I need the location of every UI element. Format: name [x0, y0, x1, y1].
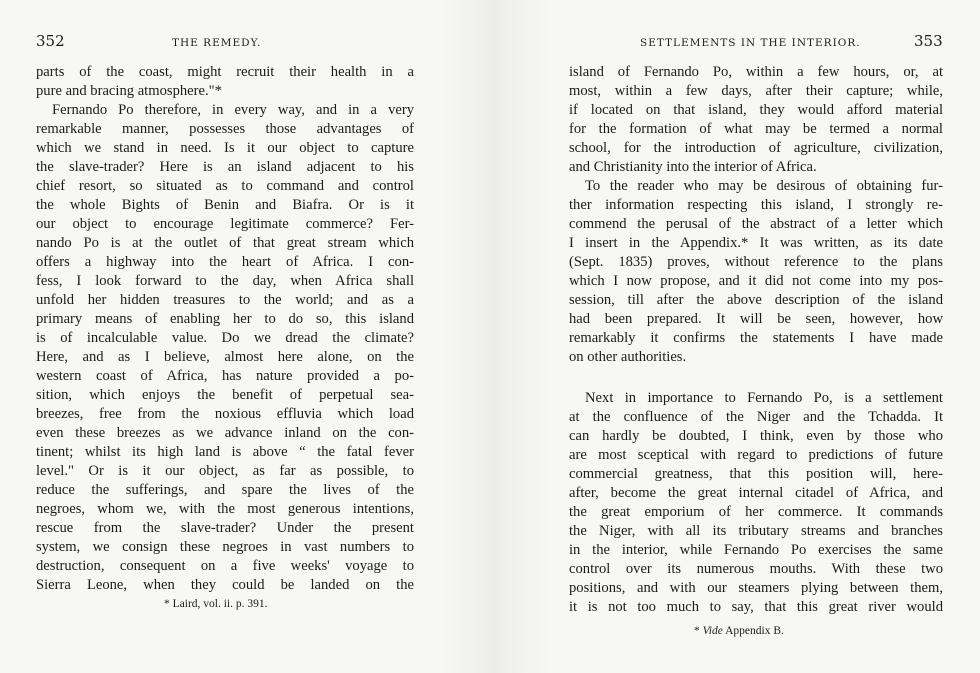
- text-line: control over its numerous mouths. With these two: [569, 561, 943, 577]
- text-line: even these breezes as we advance inland on the con-: [36, 425, 414, 441]
- text-line: most, within a few days, after their capture; while,: [569, 83, 943, 99]
- text-line: session, till after the above description of the island: [569, 292, 943, 308]
- text-line: Next in importance to Fernando Po, is a settlement: [585, 390, 943, 406]
- text-line: at the confluence of the Niger and the Tchadda. It: [569, 409, 943, 425]
- left-running-head: [36, 32, 65, 50]
- text-line: parts of the coast, might recruit their health in a: [36, 64, 414, 80]
- text-line: unfold her hidden treasures to the world; and as a: [36, 292, 414, 308]
- text-line: in the interior, while Fernando Po exercises the same: [569, 542, 943, 558]
- text-line: ther information respecting this island, I strongly re-: [569, 197, 943, 213]
- text-line: I insert in the Appendix.* It was written, as its date: [569, 235, 943, 251]
- text-line: nando Po is at the outlet of that great stream which: [36, 235, 414, 251]
- text-line: fess, I look forward to the day, when Africa shall: [36, 273, 414, 289]
- text-line: is of incalculable value. Do we dread the climate?: [36, 330, 414, 346]
- text-line: Here, and as I believe, almost here alone, on the: [36, 349, 414, 365]
- left-page-number: 352: [36, 32, 65, 50]
- text-line: western coast of Africa, has nature provided a po-: [36, 368, 414, 384]
- text-line: remarkably it confirms the statements I have made: [569, 330, 943, 346]
- text-line: primary means of enabling her to do so, this island: [36, 311, 414, 327]
- text-line: commercial greatness, that this position will, here-: [569, 466, 943, 482]
- text-line: after, become the great internal citadel of Africa, and: [569, 485, 943, 501]
- paragraph-gap: [569, 367, 943, 386]
- text-line: rescue from the slave-trader? Under the present: [36, 520, 414, 536]
- text-line: for the formation of what may be termed a normal: [569, 121, 943, 137]
- left-page-body: [36, 63, 414, 595]
- text-line: the slave-trader? Here is an island adjacent to his: [36, 159, 414, 175]
- text-line: reduce the sufferings, and spare the lives of the: [36, 482, 414, 498]
- text-line: island of Fernando Po, within a few hours, or, at: [569, 64, 943, 80]
- text-line: pure and bracing atmosphere."*: [36, 83, 222, 99]
- left-running-title-wrap: [172, 35, 261, 50]
- text-line: remarkable manner, possesses those advantages of: [36, 121, 414, 137]
- text-line: on other authorities.: [569, 349, 687, 365]
- text-line: are most sceptical with regard to predictions of future: [569, 447, 943, 463]
- text-line: can hardly be doubted, I think, even by those who: [569, 428, 943, 444]
- text-line: system, we consign these negroes in vast numbers to: [36, 539, 414, 555]
- text-line: positions, and with our steamers plying between them,: [569, 580, 943, 596]
- text-line: chief resort, so situated as to command and control: [36, 178, 414, 194]
- text-line: the great emporium of her commerce. It commands: [569, 504, 943, 520]
- text-line: breezes, free from the noxious effluvia which load: [36, 406, 414, 422]
- text-line: tinent; whilst its high land is above “ the fatal fever: [36, 444, 414, 460]
- text-line: level." Or is it our object, as far as possible, to: [36, 463, 414, 479]
- text-line: negroes, whom we, with the most generous intentions,: [36, 501, 414, 517]
- text-line: To the reader who may be desirous of obtaining fur-: [585, 178, 943, 194]
- text-line: sition, which enjoys the benefit of perpetual sea-: [36, 387, 414, 403]
- footnote-reference: Appendix B.: [725, 625, 784, 637]
- text-line: if located on that island, they would afford material: [569, 102, 943, 118]
- text-line: destruction, consequent on a five weeks' voyage to: [36, 558, 414, 574]
- left-running-title: THE REMEDY.: [172, 37, 262, 49]
- text-line: Fernando Po therefore, in every way, and in a very: [52, 102, 414, 118]
- text-line: Sierra Leone, when they could be landed on the: [36, 577, 414, 593]
- right-running-title-wrap: [640, 35, 861, 50]
- text-line: school, for the introduction of agriculture, civilization,: [569, 140, 943, 156]
- right-running-title: SETTLEMENTS IN THE INTERIOR.: [640, 37, 861, 49]
- text-line: our object to encourage legitimate commerce? Fer-: [36, 216, 414, 232]
- left-footnote: * Laird, vol. ii. p. 391.: [164, 598, 268, 610]
- right-footnote: [694, 625, 784, 637]
- text-line: commend the perusal of the abstract of a letter which: [569, 216, 943, 232]
- right-running-head: [914, 32, 943, 50]
- text-line: which I now propose, and it did not come into my pos-: [569, 273, 943, 289]
- text-line: had been prepared. It will be seen, however, how: [569, 311, 943, 327]
- text-line: and Christianity into the interior of Africa.: [569, 159, 817, 175]
- text-line: (Sept. 1835) proves, without reference to the plans: [569, 254, 943, 270]
- right-page-number: 353: [914, 32, 943, 50]
- text-line: which we stand in need. Is it our object to capture: [36, 140, 414, 156]
- footnote-vide: Vide: [702, 625, 723, 637]
- text-line: the Niger, with all its tributary streams and branches: [569, 523, 943, 539]
- text-line: it is not too much to say, that this great river would: [569, 599, 943, 615]
- right-page-body: [569, 63, 943, 617]
- text-line: offers a highway into the heart of Africa. I con-: [36, 254, 414, 270]
- footnote-marker: *: [694, 625, 700, 637]
- text-line: the whole Bights of Benin and Biafra. Or is it: [36, 197, 414, 213]
